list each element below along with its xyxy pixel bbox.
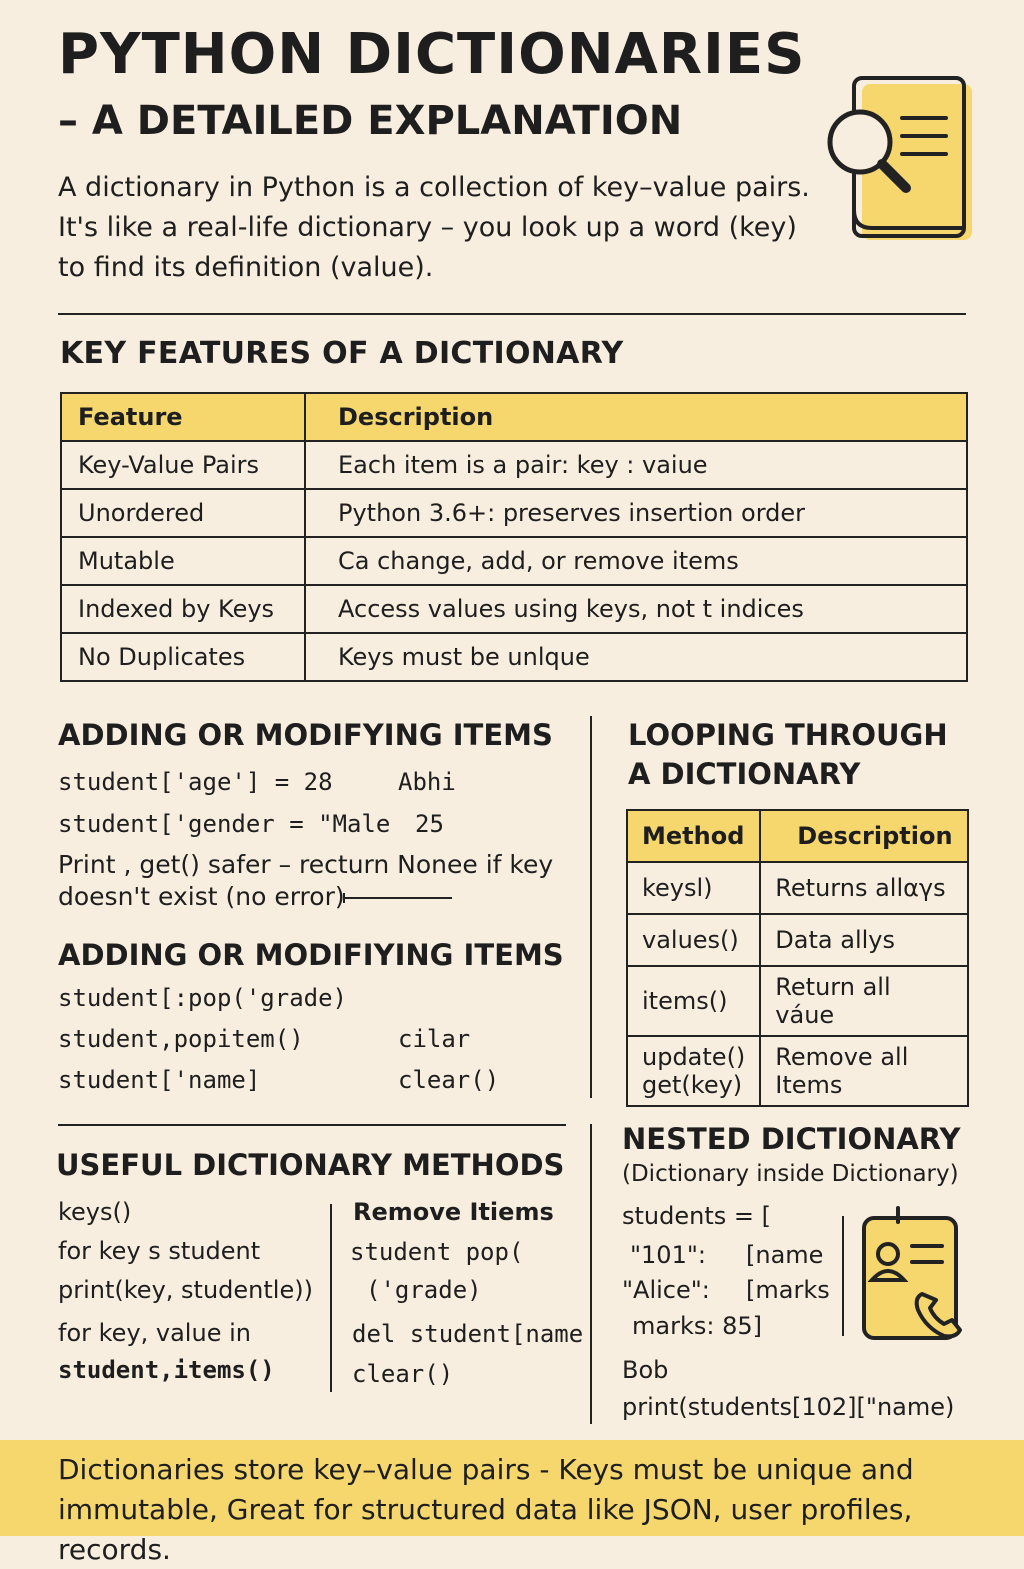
summary-footer [0,1440,1024,1566]
method-line: del student[name [352,1320,584,1348]
method-cell [627,1036,760,1106]
remove-items-heading: Remove Itiems [353,1198,554,1226]
method-line: for key s student [58,1237,261,1265]
footer-text [58,1450,1018,1569]
column-divider [590,716,592,1098]
code-line: student['name] [58,1066,261,1094]
column-divider [330,1204,332,1392]
method-cell: items() [627,966,760,1036]
table-row [627,914,968,966]
method-name: get(key) [642,1071,743,1099]
description-cell: Returns allαγs [760,862,967,914]
description-cell [760,1036,967,1106]
adding-heading: ADDING OR MODIFYING ITEMS [58,718,553,752]
code-line: students = [ [622,1202,771,1230]
description-cell: Ca change, add, or remove items [305,537,967,585]
intro-text [58,168,810,288]
description-cell: Each item is a pair: key : vaiue [305,441,967,489]
book-magnifier-icon [822,70,982,250]
description-cell: Access values using keys, not t indices [305,585,967,633]
code-line: student['gender = "Male [58,810,391,838]
table-row [627,862,968,914]
column-header-feature: Feature [61,393,305,441]
description-cell: Return all váue [760,966,967,1036]
method-cell: keysl) [627,862,760,914]
description-line: Items [775,1071,843,1099]
table-row [627,966,968,1036]
looping-heading [628,716,948,794]
feature-cell: Key-Value Pairs [61,441,305,489]
code-line-right: Abhi [398,768,456,796]
table-header-row [61,393,967,441]
description-cell: Python 3.6+: preserves insertion order [305,489,967,537]
code-line-right: 25 [415,810,444,838]
code-line-right: clear() [398,1066,500,1094]
intro-line: A dictionary in Python is a collection of key–value pairs. [58,172,810,203]
code-line-right: [marks [746,1276,830,1304]
table-row [627,1036,968,1106]
section-divider [58,1124,566,1126]
table-row [61,585,967,633]
method-line: for key, value in [58,1319,251,1347]
description-line: Remove all [775,1043,909,1071]
table-header-row [627,810,968,862]
table-row [61,537,967,585]
intro-line: to find its definition (value). [58,251,434,283]
methods-table [626,809,969,1107]
intro-line: It's like a real-life dictionary – you look up a word (key) [58,211,797,243]
code-line-right: cilar [398,1025,471,1053]
features-heading: KEY FEATURES OF A DICTIONARY [60,336,624,371]
method-line: student pop( [350,1238,524,1266]
code-line: print(students[102]["name) [622,1393,955,1421]
feature-cell: Mutable [61,537,305,585]
column-header-method: Method [627,810,760,862]
table-row [61,633,967,681]
column-header-description: Description [760,810,967,862]
looping-heading-line: A DICTIONARY [628,757,861,792]
arrow-left-icon [340,890,456,906]
method-line: clear() [352,1360,454,1388]
feature-cell: No Duplicates [61,633,305,681]
feature-cell: Unordered [61,489,305,537]
code-line: Bob [622,1356,669,1384]
table-row [61,489,967,537]
code-line: student[:pop('grade) [58,984,347,1012]
removing-heading: ADDING OR MODIFIYING ITEMS [58,938,564,972]
code-line: student['age'] = 28 [58,768,333,796]
page-subtitle: – A DETAILED EXPLANATION [58,98,683,144]
code-line: student,popitem() [58,1025,304,1053]
page-title: PYTHON DICTIONARIES [58,22,806,87]
method-cell: values() [627,914,760,966]
nested-subheading: (Dictionary inside Dictionary) [622,1161,959,1187]
note-line: Print , get() safer – recturn Nonee if key [58,850,554,879]
column-header-description: Description [305,393,967,441]
looping-heading-line: LOOPING THROUGH [628,718,948,752]
column-divider [590,1124,592,1424]
description-cell: Keys must be unlque [305,633,967,681]
footer-line: immutable, Great for structured data like JSON, user profiles, records. [58,1492,913,1566]
code-line: marks: 85] [632,1312,762,1340]
method-line: ('grade) [366,1276,482,1304]
feature-cell: Indexed by Keys [61,585,305,633]
method-line: print(key, studentle)) [58,1276,313,1304]
contact-card-icon [856,1200,972,1348]
method-line: keys() [58,1198,132,1226]
footer-line: Dictionaries store key–value pairs - Keys must be unique and [58,1453,914,1486]
features-table [60,392,968,682]
code-line: "Alice": [622,1276,710,1304]
note-line: doesn't exist (no error) [58,882,345,911]
bracket-divider [842,1216,844,1336]
nested-heading: NESTED DICTIONARY [622,1122,961,1156]
code-line-right: [name [746,1241,824,1269]
description-cell: Data allys [760,914,967,966]
method-line: student,items() [58,1356,275,1384]
table-row [61,441,967,489]
useful-heading: USEFUL DICTIONARY METHODS [56,1148,565,1182]
method-name: update() [642,1043,746,1071]
code-line: "101": [630,1241,706,1269]
section-divider [58,313,966,315]
